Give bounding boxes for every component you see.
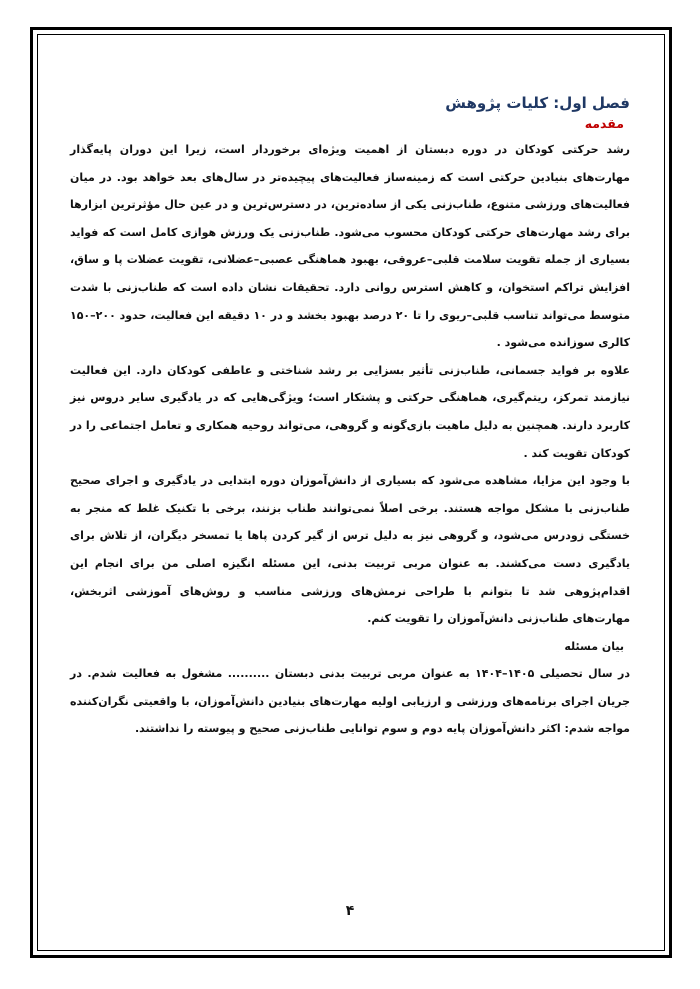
paragraph-intro: رشد حرکتی کودکان در دوره دبستان از اهمیت ویژه‌ای برخوردار است، زیرا این دوران پایه‌گذار مهارت‌های بنیادین حرکتی است که زمینه‌ساز فعالیت‌های پیچیده‌تر در سال‌های بعد خواهد بود. در میان فعالیت‌های ورزشی متنوع، طناب‌زنی یکی از ساده‌ترین، در دسترس‌ترین و در عین حال مؤثرترین ابزارها برای رشد مهارت‌های حرکتی کودکان محسوب می‌شود. طناب‌زنی یک ورزش هوازی کامل است که فواید بسیاری از جمله تقویت سلامت قلبی–عروقی، بهبود هماهنگی عصبی–عضلانی، تقویت عضلات پا و ساق، افزایش تراکم استخوان، و کاهش استرس روانی دارد. تحقیقات نشان داده است که طناب‌زنی با شدت متوسط می‌تواند تناسب قلبی–ریوی را تا ۲۰ درصد بهبود بخشد و در ۱۰ دقیقه این فعالیت، حدود ۲۰۰–۱۵۰ کالری سوزانده می‌شود . xyxy=(70,143,630,350)
paragraph-problems: با وجود این مزایا، مشاهده می‌شود که بسیاری از دانش‌آموزان دوره ابتدایی در یادگیری و اجرای صحیح طناب‌زنی با مشکل مواجه هستند. برخی اصلاً نمی‌توانند طناب بزنند، برخی با تکنیک غلط که منجر به خستگی زودرس می‌شود، و گروهی نیز به دلیل ترس از گیر کردن پاها یا تمسخر دیگران، از تلاش برای یادگیری دست می‌کشند. به عنوان مربی تربیت بدنی، این مسئله انگیزه اصلی من برای انجام این اقدام‌پژوهی شد تا بتوانم با طراحی نرمش‌های ورزشی مناسب و روش‌های آموزشی اثربخش، مهارت‌های طناب‌زنی دانش‌آموزان را تقویت کنم. xyxy=(70,474,630,626)
paragraph-benefits: علاوه بر فواید جسمانی، طناب‌زنی تأثیر بسزایی بر رشد شناختی و عاطفی کودکان دارد. این فعالیت نیازمند تمرکز، ریتم‌گیری، هماهنگی حرکتی و پشتکار است؛ ویژگی‌هایی که در یادگیری سایر دروس نیز کاربرد دارند. همچنین به دلیل ماهیت بازی‌گونه و گروهی، می‌تواند روحیه همکاری و تعامل اجتماعی را در کودکان تقویت کند . xyxy=(70,363,630,460)
page-content xyxy=(70,92,630,743)
paragraph-problem-statement: در سال تحصیلی ۱۴۰۵–۱۴۰۴ به عنوان مربی تربیت بدنی دبستان .......... مشغول به فعالیت شدم. در جریان اجرای برنامه‌های ورزشی و ارزیابی اولیه مهارت‌های بنیادین دانش‌آموزان، با واقعیتی نگران‌کننده مواجه شدم: اکثر دانش‌آموزان پایه دوم و سوم توانایی طناب‌زنی صحیح و پیوسته را نداشتند. xyxy=(70,667,630,736)
chapter-title: فصل اول: کلیات پژوهش xyxy=(445,94,630,112)
subheading-problem-statement: بیان مسئله xyxy=(564,639,624,653)
page-number: ۴ xyxy=(345,903,355,919)
section-title-introduction: مقدمه xyxy=(584,116,624,131)
